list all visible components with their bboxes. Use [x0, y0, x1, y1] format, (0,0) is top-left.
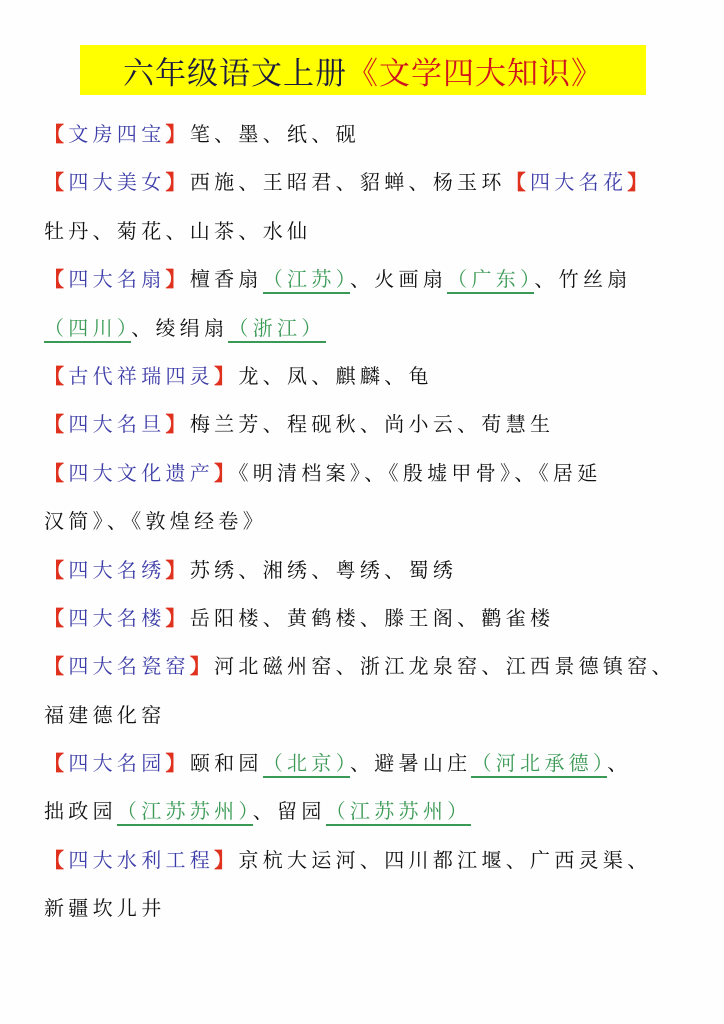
item-text: 汉简》、《敦煌经卷》: [44, 509, 267, 534]
text-line: [44, 787, 694, 835]
bracket: 】: [165, 412, 190, 437]
item-text: 、竹丝扇: [534, 267, 632, 292]
bracket: 【: [44, 460, 69, 485]
item-text: 牡丹、菊花、山茶、水仙: [44, 218, 312, 243]
bracket: 【: [44, 605, 69, 630]
text-line: [44, 207, 694, 255]
category-label: 四大名绣: [68, 557, 166, 582]
bracket: 【: [44, 170, 69, 195]
text-line: [44, 594, 694, 642]
title-topic: 《文学四大知识》: [347, 55, 603, 92]
bracket: 】: [214, 363, 239, 388]
bracket: 【: [44, 412, 69, 437]
item-text: 、避暑山庄: [349, 751, 472, 776]
category-label: 四大水利工程: [68, 847, 215, 872]
bracket: 】: [165, 170, 190, 195]
item-text: 、绫绢扇: [131, 315, 229, 340]
text-line: [44, 255, 694, 303]
place-note: （江苏苏州）: [117, 799, 253, 826]
item-text: 《明清档案》、《殷墟甲骨》、《居延: [238, 460, 602, 485]
text-line: [44, 546, 694, 594]
bracket: 】: [627, 170, 652, 195]
text-line: [44, 304, 694, 352]
bracket: 【: [505, 170, 531, 195]
place-note: （浙江）: [228, 316, 325, 343]
text-line: [44, 158, 694, 206]
bracket: 【: [44, 267, 69, 292]
item-text: 笔、墨、纸、砚: [189, 122, 360, 146]
bracket: 】: [165, 557, 190, 582]
item-text: 颐和园: [189, 751, 263, 776]
title-banner: [80, 45, 646, 95]
item-text: 、火画扇: [349, 267, 448, 292]
place-note: （北京）: [263, 751, 350, 778]
category-label: 四大文化遗产: [68, 460, 215, 485]
item-text: 梅兰芳、程砚秋、尚小云、荀慧生: [189, 412, 555, 437]
item-text: 岳阳楼、黄鹤楼、滕王阁、鹳雀楼: [189, 605, 555, 630]
text-line: [44, 884, 694, 932]
bracket: 【: [44, 847, 69, 872]
category-label: 四大名扇: [68, 267, 166, 292]
bracket: 】: [165, 605, 190, 630]
item-text: 龙、凤、麒麟、龟: [238, 363, 433, 388]
category-label: 四大美女: [68, 170, 166, 195]
category-label: 古代祥瑞四灵: [68, 363, 215, 388]
category-label: 四大名旦: [68, 412, 166, 437]
text-line: [44, 739, 694, 787]
place-note: （江苏苏州）: [326, 799, 472, 826]
item-text: 苏绣、湘绣、粤绣、蜀绣: [189, 557, 458, 582]
bracket: 【: [44, 751, 69, 776]
text-line: [44, 400, 694, 448]
place-note: （广东）: [447, 267, 534, 294]
bracket: 】: [165, 122, 190, 146]
place-note: （河北承德）: [471, 751, 607, 778]
title-grade: 六年级语文上册: [123, 55, 347, 92]
bracket: 】: [214, 460, 239, 485]
bracket: 】: [165, 751, 190, 776]
text-line: [44, 497, 694, 545]
item-text: 西施、王昭君、貂蝉、杨玉环: [189, 170, 506, 195]
text-line: [44, 691, 694, 739]
category-label: 四大名瓷窑: [68, 654, 190, 679]
text-line: [44, 836, 694, 884]
item-text: 河北磁州窑、浙江龙泉窑、江西景德镇窑、: [214, 654, 676, 679]
item-text: 拙政园: [44, 799, 117, 824]
item-text: 、: [607, 751, 632, 776]
item-text: 新疆坎儿井: [44, 896, 166, 921]
knowledge-list: [44, 110, 694, 933]
text-line: [44, 642, 694, 690]
item-text: 福建德化窑: [44, 702, 166, 727]
bracket: 【: [44, 363, 69, 388]
place-note: （江苏）: [263, 267, 350, 294]
item-text: 京杭大运河、四川都江堰、广西灵渠、: [238, 847, 652, 872]
bracket: 【: [44, 557, 69, 582]
bracket: 】: [189, 654, 215, 679]
bracket: 【: [44, 122, 69, 146]
bracket: 】: [165, 267, 190, 292]
category-label: 四大名花: [530, 170, 628, 195]
bracket: 【: [44, 654, 69, 679]
text-line: [44, 110, 694, 158]
bracket: 】: [214, 847, 239, 872]
category-label: 四大名楼: [68, 605, 166, 630]
category-label: 文房四宝: [68, 122, 166, 146]
place-note: （四川）: [44, 316, 131, 343]
text-line: [44, 449, 694, 497]
item-text: 檀香扇: [189, 267, 263, 292]
item-text: 、留园: [252, 799, 326, 824]
text-line: [44, 352, 694, 400]
category-label: 四大名园: [68, 751, 166, 776]
